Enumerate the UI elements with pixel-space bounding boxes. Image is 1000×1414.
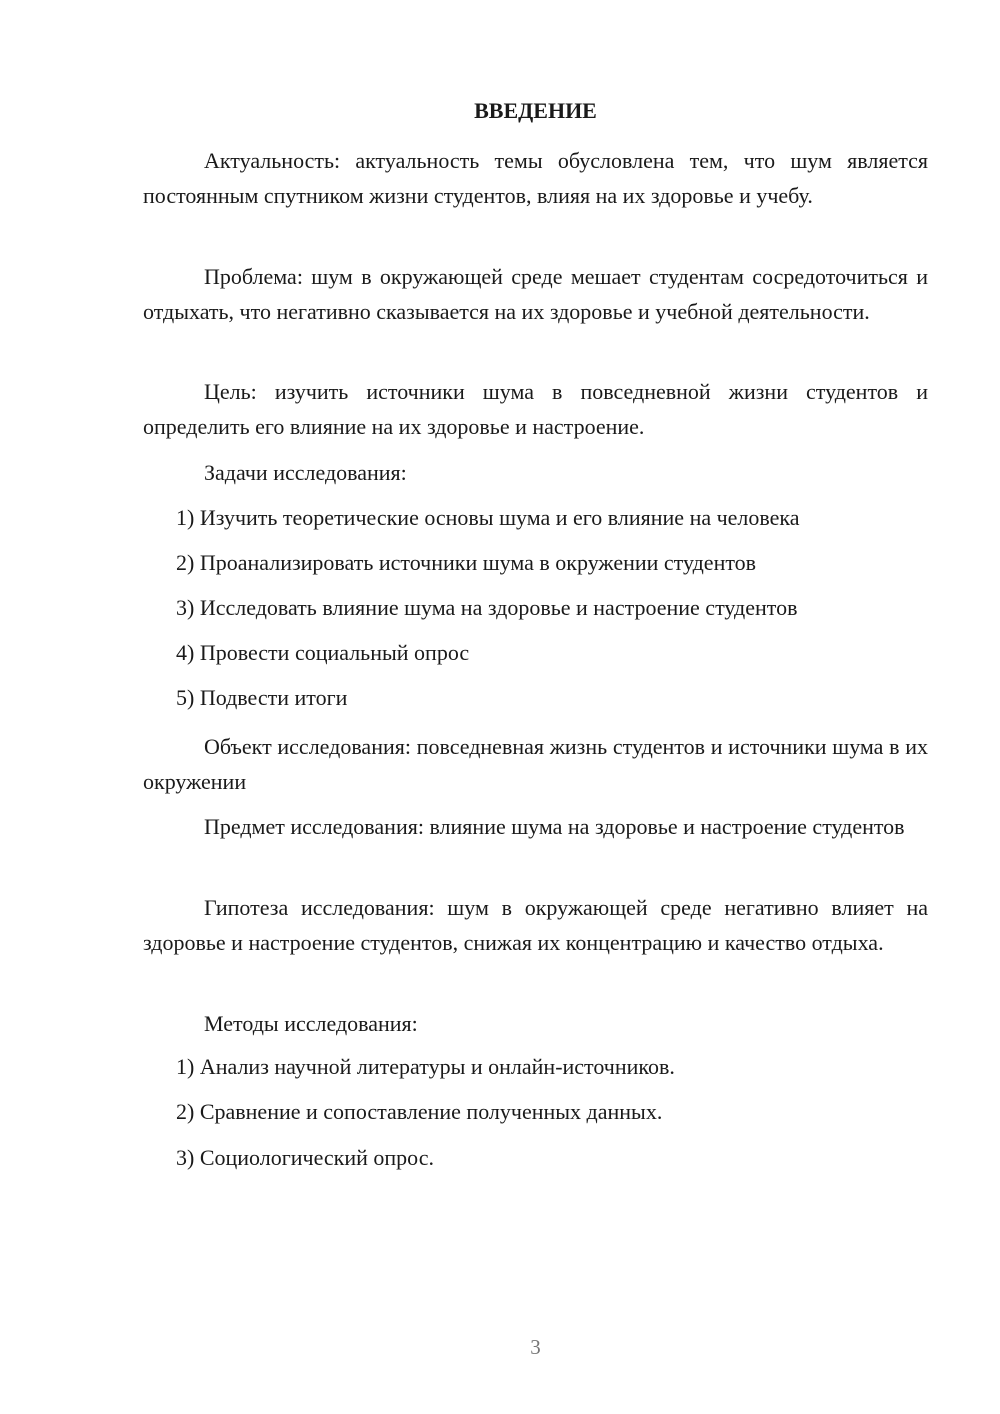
page-number: 3 [530, 1335, 541, 1359]
method-item: 3) Социологический опрос. [176, 1145, 434, 1170]
task-item: 5) Подвести итоги [176, 685, 348, 710]
subject-paragraph: Предмет исследования: влияние шума на здоровье и настроение студентов [204, 814, 905, 839]
relevance-paragraph: Актуальность: актуальность темы обусловлена тем, что шум является постоянным спутником жизни студентов, влияя на их здоровье и учебу. [143, 148, 928, 208]
problem-paragraph: Проблема: шум в окружающей среде мешает студентам сосредоточиться и отдыхать, что негативно сказывается на их здоровье и учебной деятельности. [143, 264, 928, 324]
task-item: 1) Изучить теоретические основы шума и его влияние на человека [176, 505, 800, 530]
goal-paragraph: Цель: изучить источники шума в повседневной жизни студентов и определить его влияние на их здоровье и настроение. [143, 379, 928, 439]
method-item: 1) Анализ научной литературы и онлайн-источников. [176, 1054, 675, 1079]
object-paragraph: Объект исследования: повседневная жизнь студентов и источники шума в их окружении [143, 734, 928, 794]
methods-title: Методы исследования: [204, 1011, 418, 1036]
tasks-title: Задачи исследования: [204, 460, 407, 485]
task-item: 4) Провести социальный опрос [176, 640, 470, 665]
hypothesis-paragraph: Гипотеза исследования: шум в окружающей среде негативно влияет на здоровье и настроение студентов, снижая их концентрацию и качество отдыха. [143, 895, 928, 955]
method-item: 2) Сравнение и сопоставление полученных данных. [176, 1099, 663, 1124]
task-item: 3) Исследовать влияние шума на здоровье и настроение студентов [176, 595, 798, 620]
task-item: 2) Проанализировать источники шума в окружении студентов [176, 550, 757, 575]
page-heading: ВВЕДЕНИЕ [474, 98, 597, 123]
